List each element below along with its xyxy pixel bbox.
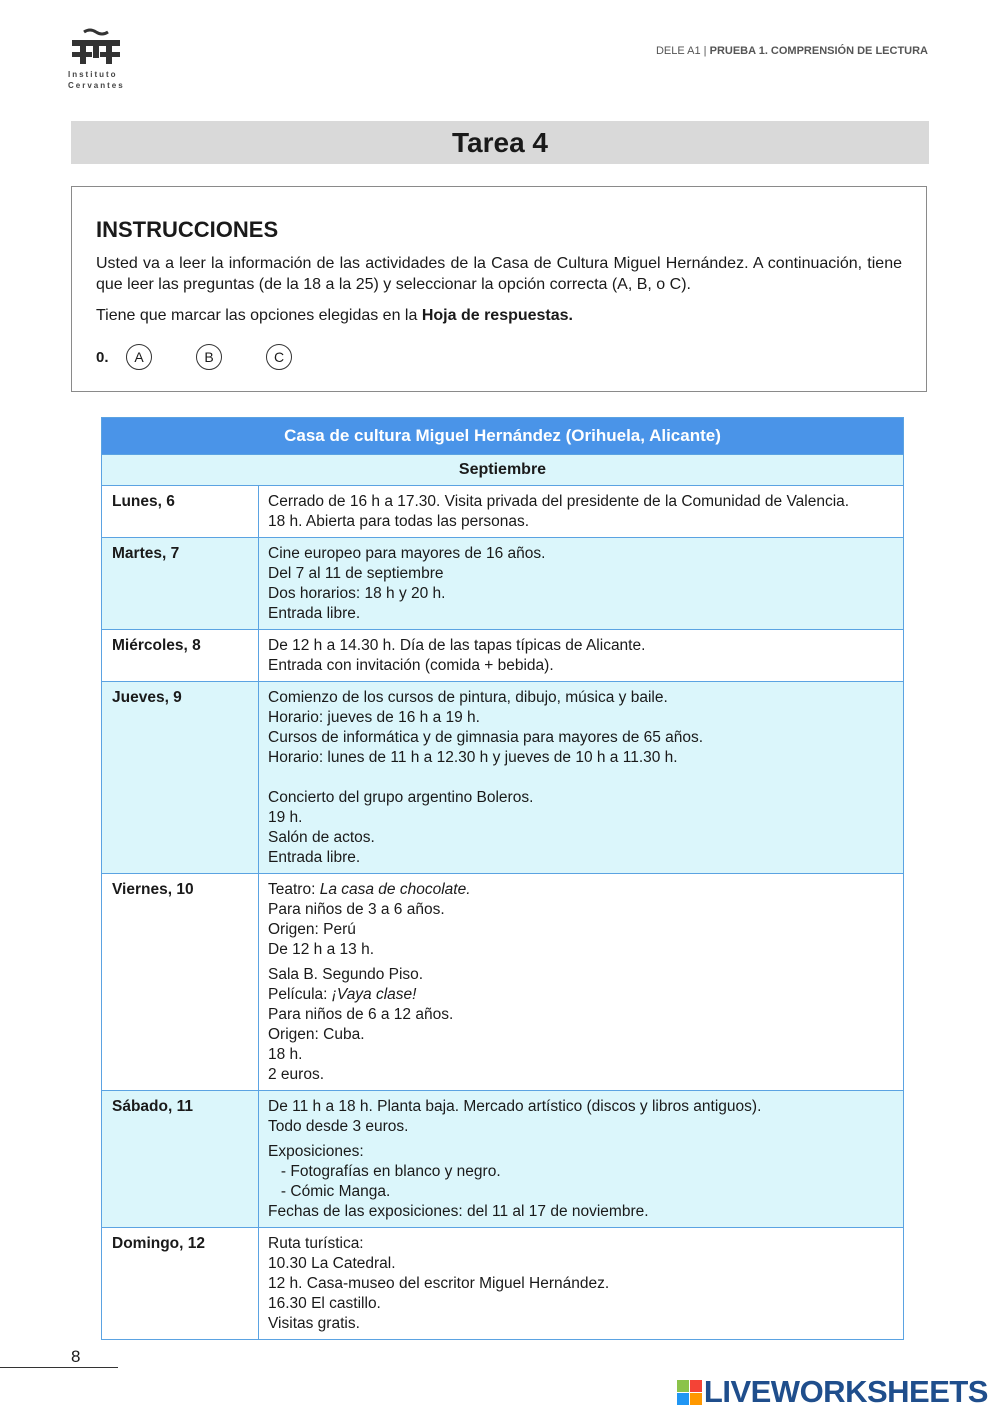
activity-line: Dos horarios: 18 h y 20 h. bbox=[268, 585, 446, 602]
brand-square bbox=[690, 1380, 702, 1392]
activity-cell bbox=[259, 1228, 904, 1340]
activity-line: Entrada libre. bbox=[268, 849, 361, 866]
activity-line: Origen: Perú bbox=[268, 921, 356, 938]
activity-line: Sala B. Segundo Piso. bbox=[268, 966, 424, 983]
activity-line: Entrada libre. bbox=[268, 605, 361, 622]
table-row bbox=[102, 874, 904, 1091]
activity-line bbox=[268, 880, 894, 900]
liveworksheets-brand bbox=[677, 1374, 988, 1410]
theatre-prefix: Teatro: bbox=[268, 881, 320, 898]
schedule-table bbox=[101, 417, 904, 1340]
logo-line-2: Cervantes bbox=[68, 81, 125, 90]
theatre-title: La casa de chocolate. bbox=[319, 881, 471, 898]
example-option-b[interactable]: B bbox=[196, 344, 222, 370]
brand-square bbox=[677, 1393, 689, 1405]
activity-line: Para niños de 3 a 6 años. bbox=[268, 901, 445, 918]
activity-cell bbox=[259, 1091, 904, 1228]
instructions-box bbox=[71, 186, 927, 392]
activity-line bbox=[268, 985, 894, 1005]
activity-line: Para niños de 6 a 12 años. bbox=[268, 1006, 454, 1023]
activity-cell bbox=[259, 682, 904, 874]
table-row bbox=[102, 1091, 904, 1228]
instructions-paragraph-2 bbox=[96, 305, 902, 326]
day-cell: Domingo, 12 bbox=[102, 1228, 259, 1340]
activity-cell bbox=[259, 538, 904, 630]
film-title: ¡Vaya clase! bbox=[331, 986, 417, 1003]
activity-line: 18 h. bbox=[268, 1046, 303, 1063]
table-row bbox=[102, 1228, 904, 1340]
table-row bbox=[102, 486, 904, 538]
activity-cell bbox=[259, 630, 904, 682]
task-title-text: Tarea 4 bbox=[452, 126, 548, 158]
schedule-title: Casa de cultura Miguel Hernández (Orihuela, Alicante) bbox=[102, 418, 904, 455]
example-number: 0. bbox=[96, 348, 109, 366]
activity-line: Comienzo de los cursos de pintura, dibujo, música y baile. bbox=[268, 689, 668, 706]
activity-line: Fechas de las exposiciones: del 11 al 17 de noviembre. bbox=[268, 1203, 649, 1220]
activity-line: Cine europeo para mayores de 16 años. bbox=[268, 545, 546, 562]
activity-line: Del 7 al 11 de septiembre bbox=[268, 565, 444, 582]
activity-line: De 12 h a 14.30 h. Día de las tapas típicas de Alicante. bbox=[268, 637, 646, 654]
day-cell: Viernes, 10 bbox=[102, 874, 259, 1091]
film-prefix: Película: bbox=[268, 986, 332, 1003]
activity-line: Cerrado de 16 h a 17.30. Visita privada del presidente de la Comunidad de Valencia. bbox=[268, 493, 850, 510]
task-title bbox=[71, 121, 929, 164]
instructions-paragraph-1: Usted va a leer la información de las actividades de la Casa de Cultura Miguel Hernández. A continuación, tiene que leer las preguntas (de la 18 a la 25) y seleccionar la opción correcta (A, B, o C). bbox=[96, 255, 902, 293]
activity-line: Origen: Cuba. bbox=[268, 1026, 365, 1043]
schedule-month: Septiembre bbox=[102, 455, 904, 486]
activity-line: Entrada con invitación (comida + bebida). bbox=[268, 657, 554, 674]
exam-section: PRUEBA 1. COMPRENSIÓN DE LECTURA bbox=[709, 45, 928, 57]
activity-line: Todo desde 3 euros. bbox=[268, 1118, 409, 1135]
exam-header: DELE A1 | PRUEBA 1. COMPRENSIÓN DE LECTURA bbox=[655, 45, 928, 57]
activity-line: 12 h. Casa-museo del escritor Miguel Hernández. bbox=[268, 1275, 610, 1292]
brand-square bbox=[690, 1393, 702, 1405]
example-answer bbox=[96, 344, 902, 370]
activity-line: Ruta turística: bbox=[268, 1235, 364, 1252]
activity-line: Cursos de informática y de gimnasia para mayores de 65 años. bbox=[268, 729, 704, 746]
table-row bbox=[102, 538, 904, 630]
example-option-a[interactable]: A bbox=[126, 344, 152, 370]
instructions-heading: INSTRUCCIONES bbox=[96, 217, 279, 242]
activity-line: 10.30 La Catedral. bbox=[268, 1255, 396, 1272]
activity-line: De 12 h a 13 h. bbox=[268, 941, 374, 958]
activity-line: - Fotografías en blanco y negro. bbox=[268, 1163, 501, 1180]
activity-line: Salón de actos. bbox=[268, 829, 375, 846]
brand-square bbox=[677, 1380, 689, 1392]
page-rule bbox=[0, 1367, 118, 1368]
liveworksheets-wordmark: LIVEWORKSHEETS bbox=[703, 1374, 988, 1409]
cervantes-logo-icon bbox=[68, 28, 124, 66]
day-cell: Miércoles, 8 bbox=[102, 630, 259, 682]
example-option-c[interactable]: C bbox=[266, 344, 292, 370]
page-number: 8 bbox=[71, 1347, 81, 1366]
day-cell: Martes, 7 bbox=[102, 538, 259, 630]
logo-line-1: Instituto bbox=[68, 70, 118, 79]
activity-line: Exposiciones: bbox=[268, 1143, 364, 1160]
activity-line: 16.30 El castillo. bbox=[268, 1295, 381, 1312]
answer-sheet-label: Hoja de respuestas. bbox=[421, 307, 573, 324]
instructions-p2-text: Tiene que marcar las opciones elegidas en la bbox=[96, 307, 422, 324]
activity-line: Horario: jueves de 16 h a 19 h. bbox=[268, 709, 480, 726]
spacer bbox=[268, 768, 894, 788]
activity-cell bbox=[259, 874, 904, 1091]
liveworksheets-icon bbox=[677, 1380, 702, 1405]
activity-line: De 11 h a 18 h. Planta baja. Mercado artístico (discos y libros antiguos). bbox=[268, 1098, 762, 1115]
day-cell: Jueves, 9 bbox=[102, 682, 259, 874]
table-row bbox=[102, 630, 904, 682]
activity-line: Visitas gratis. bbox=[268, 1315, 360, 1332]
activity-line: 19 h. bbox=[268, 809, 303, 826]
activity-line: Horario: lunes de 11 h a 12.30 h y jueves de 10 h a 11.30 h. bbox=[268, 749, 678, 766]
activity-line: - Cómic Manga. bbox=[268, 1183, 391, 1200]
activity-line: Concierto del grupo argentino Boleros. bbox=[268, 789, 534, 806]
day-cell: Sábado, 11 bbox=[102, 1091, 259, 1228]
activity-line: 18 h. Abierta para todas las personas. bbox=[268, 513, 530, 530]
activity-line: 2 euros. bbox=[268, 1066, 325, 1083]
exam-name: DELE A1 bbox=[655, 45, 701, 57]
day-cell: Lunes, 6 bbox=[102, 486, 259, 538]
activity-cell bbox=[259, 486, 904, 538]
table-row bbox=[102, 682, 904, 874]
instituto-cervantes-logo bbox=[68, 28, 138, 91]
